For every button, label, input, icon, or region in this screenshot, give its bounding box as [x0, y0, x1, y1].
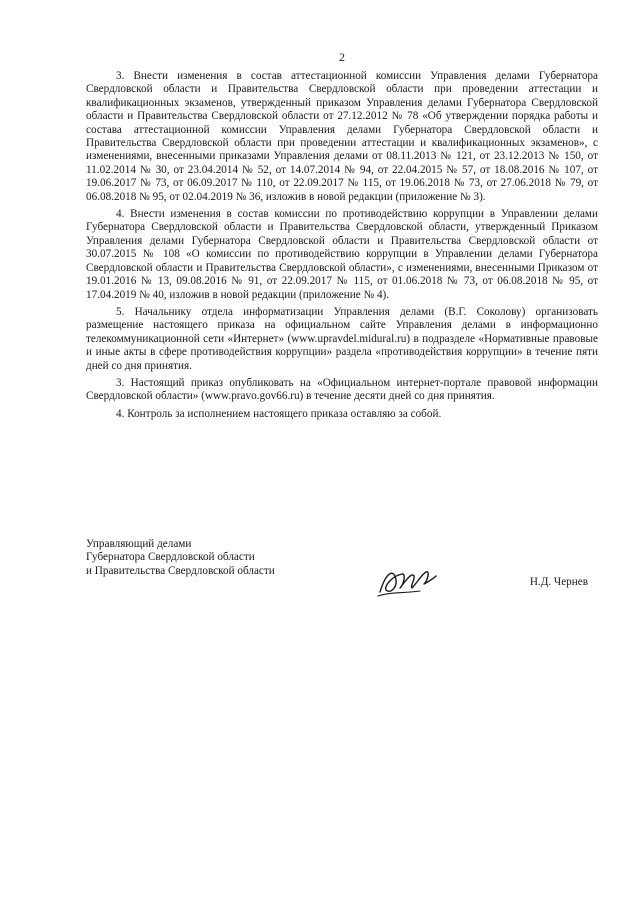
- handwritten-signature: [376, 562, 438, 602]
- signatory-name: Н.Д. Чернев: [529, 576, 588, 588]
- signatory-title-line: Губернатора Свердловской области: [86, 551, 255, 564]
- page-number: 2: [339, 50, 345, 64]
- paragraph-item-publication-portal: 3. Настоящий приказ опубликовать на «Официальном интернет-портале правовой информации Свердловской области» (www.pravo.gov66.ru) в течение десяти дней со дня принятия.: [86, 376, 598, 403]
- signatory-title: [86, 538, 598, 578]
- signatory-title-line: Управляющий делами: [86, 538, 192, 550]
- paragraph-item-4-anticorruption: 4. Внести изменения в состав комиссии по противодействию коррупции в Управлении делами Губернатора Свердловской области и Правительства Свердловской области, утвержденный Приказом Управления делами Губернатора Свердловской области и Правительства Свердловской области от 30.07.2015 № 108 «О комиссии по противодействию коррупции в Управлении делами Губернатора Свердловской области и Правительства Свердловской области», с изменениями, внесенными Приказом от 19.01.2016 № 13, 09.08.2016 № 91, от 22.09.2017 № 115, от 01.06.2018 № 73, от 06.08.2018 № 95, от 17.04.2019 № 40, изложив в новой редакции (приложение № 4).: [86, 208, 598, 301]
- signatory-title-line: и Правительства Свердловской области: [86, 564, 275, 577]
- signature-block: [86, 538, 598, 588]
- paragraph-item-3-attestation: 3. Внести изменения в состав аттестационной комиссии Управления делами Губернатора Свердловской области и Правительства Свердловской области при проведении аттестации и квалификационных экзаменов, утвержденный приказом Управления делами Губернатора Свердловской области и Правительства Свердловской области от 27.12.2012 № 78 «Об утверждении порядка работы и состава аттестационной комиссии Управления делами Губернатора Свердловской области и Правительства Свердловской области при проведении аттестации и квалификационных экзаменов», с изменениями, внесенными приказами Управления делами от 08.11.2013 № 121, от 23.12.2013 № 150, от 11.02.2014 № 30, от 23.04.2014 № 52, от 14.07.2014 № 94, от 22.04.2015 № 57, от 18.08.2016 № 107, от 19.06.2017 № 73, от 06.09.2017 № 110, от 22.09.2017 № 115, от 19.06.2018 № 73, от 27.06.2018 № 79, от 06.08.2018 № 95, от 02.04.2019 № 36, изложив в новой редакции (приложение № 3).: [86, 70, 598, 203]
- document-body: [86, 70, 598, 425]
- paragraph-item-5-publication-site: 5. Начальнику отдела информатизации Управления делами (В.Г. Соколову) организовать размещение настоящего приказа на официальном сайте Управления делами в информационно телекоммуникационной сети «Интернет» (www.upravdel.midural.ru) в подразделе «Нормативные правовые и иные акты в сфере противодействия коррупции» раздела «противодействия коррупции» в течение пяти дней со дня принятия.: [86, 305, 598, 372]
- paragraph-item-control: 4. Контроль за исполнением настоящего приказа оставляю за собой.: [116, 407, 442, 420]
